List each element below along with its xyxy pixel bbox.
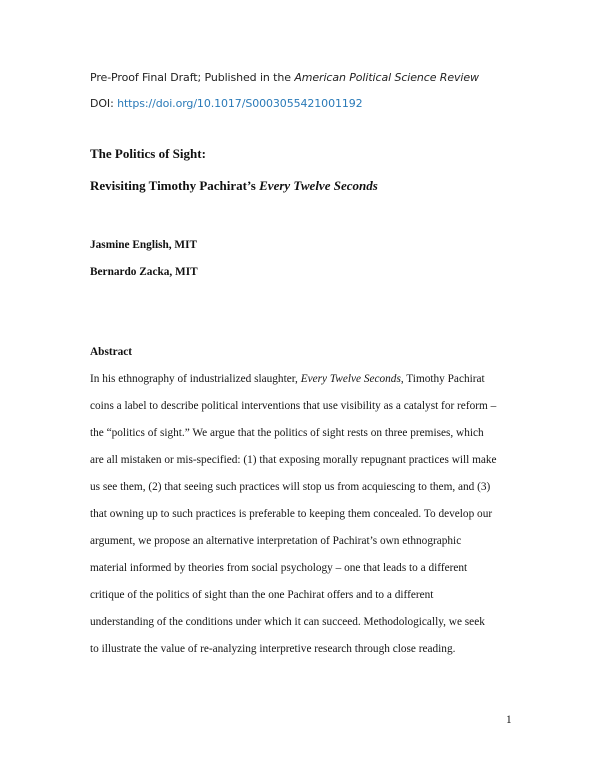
book-title: Every Twelve Seconds bbox=[259, 178, 378, 193]
abstract-line bbox=[90, 373, 485, 385]
author-2: Bernardo Zacka, MIT bbox=[90, 266, 198, 278]
abstract-text: , Timothy Pachirat bbox=[400, 373, 485, 385]
publication-note-text: Pre-Proof Final Draft; Published in the bbox=[90, 71, 295, 84]
abstract-line: the “politics of sight.” We argue that the politics of sight rests on three premises, which bbox=[90, 427, 484, 439]
page-number: 1 bbox=[506, 714, 512, 726]
journal-name: American Political Science Review bbox=[294, 71, 479, 84]
doi-link[interactable]: https://doi.org/10.1017/S0003055421001192 bbox=[117, 97, 363, 110]
doi-label: DOI: bbox=[90, 97, 118, 110]
page-title: The Politics of Sight: bbox=[90, 146, 206, 161]
abstract-line: critique of the politics of sight than the one Pachirat offers and to a different bbox=[90, 589, 434, 601]
abstract-line: material informed by theories from social psychology – one that leads to a different bbox=[90, 562, 468, 574]
abstract-line: argument, we propose an alternative interpretation of Pachirat’s own ethnographic bbox=[90, 535, 462, 547]
book-title: Every Twelve Seconds bbox=[300, 373, 401, 385]
abstract-line: understanding of the conditions under which it can succeed. Methodologically, we seek bbox=[90, 616, 485, 628]
abstract-line: us see them, (2) that seeing such practices will stop us from acquiescing to them, and (3) bbox=[90, 481, 491, 493]
page-subtitle bbox=[90, 178, 378, 194]
subtitle-text: Revisiting Timothy Pachirat’s bbox=[90, 178, 260, 193]
abstract-line: are all mistaken or mis-specified: (1) that exposing morally repugnant practices will make bbox=[90, 454, 497, 466]
publication-note bbox=[90, 71, 479, 84]
abstract-line: that owning up to such practices is preferable to keeping them concealed. To develop our bbox=[90, 508, 493, 520]
abstract-line: to illustrate the value of re-analyzing interpretive research through close reading. bbox=[90, 643, 456, 655]
abstract-heading: Abstract bbox=[90, 346, 133, 358]
author-1: Jasmine English, MIT bbox=[90, 239, 198, 251]
doi-line bbox=[90, 97, 363, 110]
abstract-text: In his ethnography of industrialized slaughter, bbox=[90, 373, 301, 385]
abstract-line: coins a label to describe political interventions that use visibility as a catalyst for reform – bbox=[90, 400, 497, 412]
